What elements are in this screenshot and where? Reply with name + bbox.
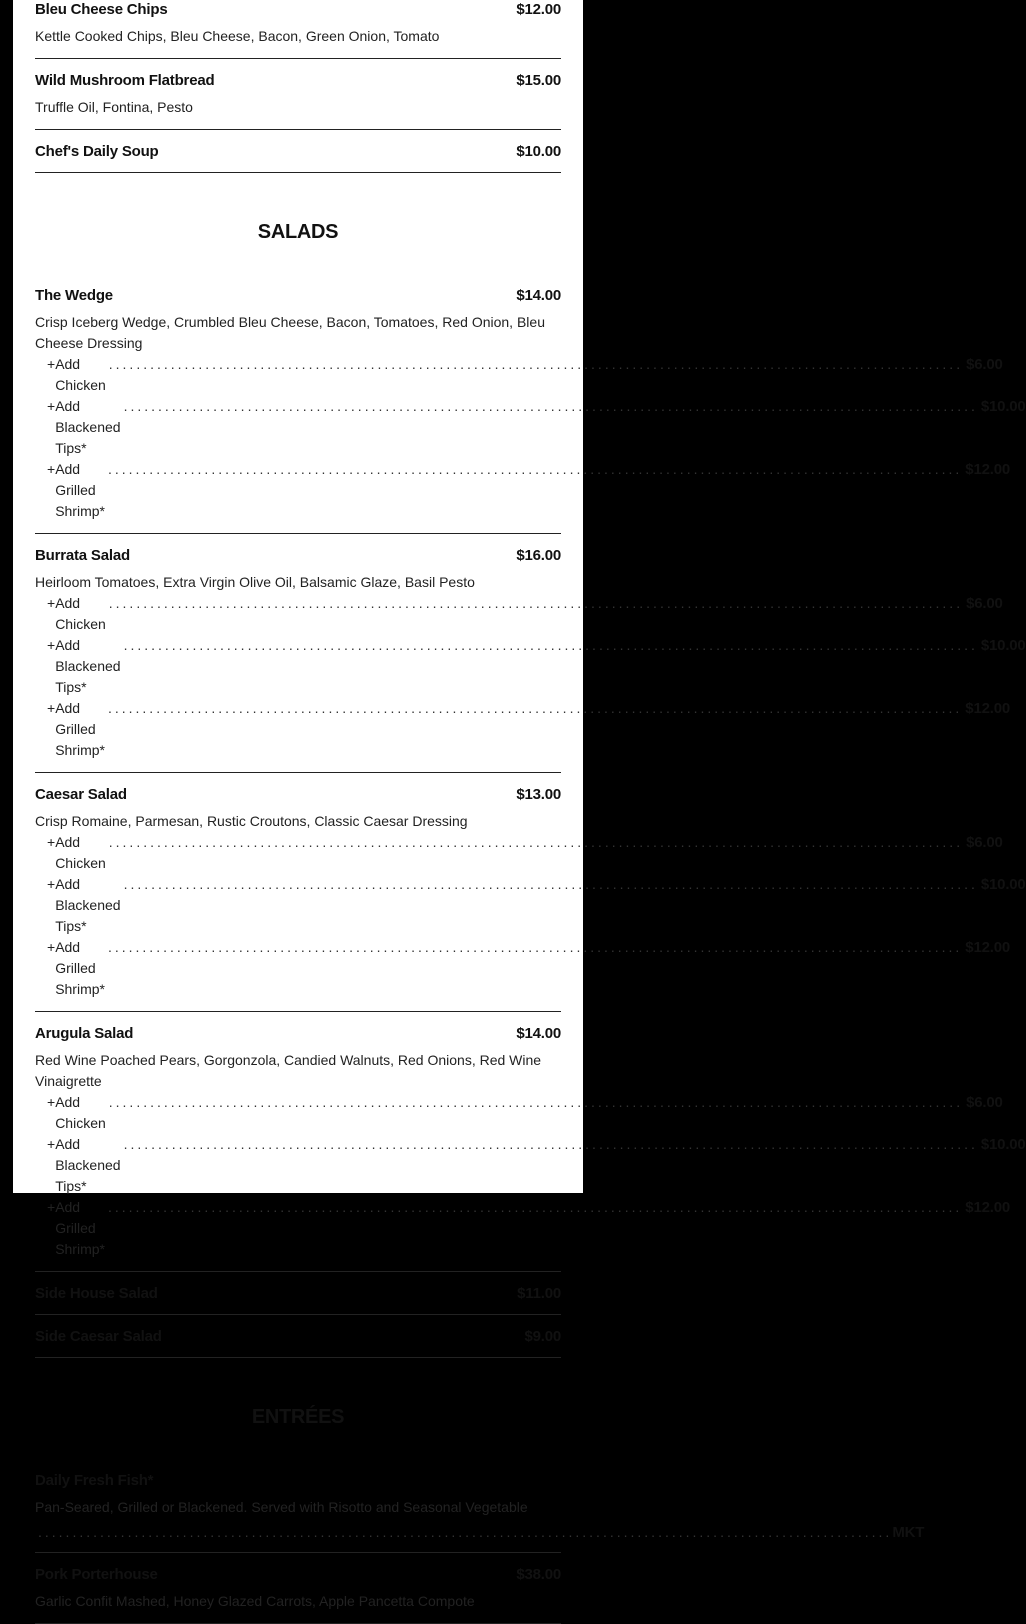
menu-item-the-wedge bbox=[35, 274, 1026, 534]
addon-price: $10.00 bbox=[980, 637, 1026, 654]
addon-item bbox=[35, 593, 1003, 635]
addon-price: $10.00 bbox=[980, 1136, 1026, 1153]
item-price: $38.00 bbox=[516, 1566, 561, 1583]
addon-label: Add Blackened Tips* bbox=[55, 398, 121, 456]
addon-label: Add Grilled Shrimp* bbox=[55, 700, 105, 758]
addon-label: Add Grilled Shrimp* bbox=[55, 939, 105, 997]
addon-price: $10.00 bbox=[980, 876, 1026, 893]
addon-price: $6.00 bbox=[966, 1094, 1003, 1111]
menu-page bbox=[13, 0, 1026, 1609]
addon-item bbox=[35, 832, 1003, 874]
plus-icon: + bbox=[47, 939, 56, 955]
section-title-entrees: ENTRÉES bbox=[251, 1406, 345, 1428]
dot-leader: ............................................................................................................................ bbox=[108, 356, 964, 372]
addon-item bbox=[35, 874, 1026, 937]
addon-label: Add Chicken bbox=[55, 1094, 106, 1131]
addon-price: $6.00 bbox=[966, 356, 1003, 373]
addon-price: $12.00 bbox=[965, 700, 1010, 717]
plus-icon: + bbox=[47, 1199, 56, 1215]
addon-list bbox=[35, 354, 1026, 522]
item-price: MKT bbox=[892, 1524, 925, 1541]
menu-item-burrata-salad bbox=[35, 534, 1026, 773]
menu-item-chefs-daily-soup bbox=[35, 130, 561, 173]
menu-item-arugula-salad bbox=[35, 1012, 1026, 1272]
addon-item bbox=[35, 396, 1026, 459]
item-price: $11.00 bbox=[517, 1285, 561, 1302]
addon-price: $6.00 bbox=[966, 834, 1003, 851]
addon-item bbox=[35, 937, 1010, 1000]
item-description: Pan-Seared, Grilled or Blackened. Served with Risotto and Seasonal Vegetable bbox=[35, 1499, 528, 1515]
item-description: Heirloom Tomatoes, Extra Virgin Olive Oil, Balsamic Glaze, Basil Pesto bbox=[35, 574, 475, 590]
dot-leader: ............................................................................................................................ bbox=[107, 1199, 963, 1215]
section-title-salads: SALADS bbox=[257, 221, 339, 243]
addon-label: Add Grilled Shrimp* bbox=[55, 461, 105, 519]
item-price: $14.00 bbox=[516, 287, 561, 304]
addon-label: Add Chicken bbox=[55, 356, 106, 393]
addon-list bbox=[35, 593, 1026, 761]
plus-icon: + bbox=[47, 398, 56, 414]
addon-price: $12.00 bbox=[965, 1199, 1010, 1216]
addon-label: Add Grilled Shrimp* bbox=[55, 1199, 105, 1257]
menu-item-wild-mushroom-flatbread bbox=[35, 59, 561, 130]
plus-icon: + bbox=[47, 876, 56, 892]
item-price: $9.00 bbox=[524, 1328, 561, 1345]
item-name: Wild Mushroom Flatbread bbox=[35, 72, 215, 89]
item-price: $16.00 bbox=[516, 547, 561, 564]
item-price: $14.00 bbox=[516, 1025, 561, 1042]
addon-item bbox=[35, 354, 1003, 396]
item-price: $15.00 bbox=[516, 72, 561, 89]
menu-item-bleu-cheese-chips bbox=[35, 0, 561, 59]
plus-icon: + bbox=[47, 834, 56, 850]
addon-price: $6.00 bbox=[966, 595, 1003, 612]
menu-item-daily-fresh-fish bbox=[35, 1459, 925, 1553]
plus-icon: + bbox=[47, 461, 56, 477]
addon-price: $12.00 bbox=[965, 939, 1010, 956]
item-description: Truffle Oil, Fontina, Pesto bbox=[35, 99, 193, 115]
dot-leader: ............................................................................................................................ bbox=[123, 1136, 978, 1152]
item-name: Chef's Daily Soup bbox=[35, 143, 159, 160]
item-description: Red Wine Poached Pears, Gorgonzola, Candied Walnuts, Red Onions, Red Wine Vinaigrette bbox=[35, 1052, 542, 1089]
item-name: Arugula Salad bbox=[35, 1025, 134, 1042]
addon-price: $12.00 bbox=[965, 461, 1010, 478]
addon-item bbox=[35, 1092, 1003, 1134]
addon-item bbox=[35, 459, 1010, 522]
addon-item bbox=[35, 698, 1010, 761]
item-description: Crisp Iceberg Wedge, Crumbled Bleu Cheese, Bacon, Tomatoes, Red Onion, Bleu Cheese Dressing bbox=[35, 314, 545, 351]
plus-icon: + bbox=[47, 1136, 56, 1152]
menu-content bbox=[35, 0, 1026, 1624]
item-name: Pork Porterhouse bbox=[35, 1566, 158, 1583]
dot-leader: ............................................................................................................................ bbox=[107, 461, 963, 477]
addon-item bbox=[35, 1134, 1026, 1197]
item-name: Side House Salad bbox=[35, 1285, 158, 1302]
addon-label: Add Chicken bbox=[55, 595, 106, 632]
item-name: Caesar Salad bbox=[35, 786, 127, 803]
addon-label: Add Blackened Tips* bbox=[55, 637, 121, 695]
plus-icon: + bbox=[47, 1094, 56, 1110]
dot-leader: ............................................................................................................................ bbox=[38, 1524, 893, 1540]
menu-item-side-caesar-salad bbox=[35, 1315, 561, 1358]
dot-leader: ............................................................................................................................ bbox=[123, 876, 978, 892]
item-price: $13.00 bbox=[516, 786, 561, 803]
plus-icon: + bbox=[47, 356, 56, 372]
menu-item-caesar-salad bbox=[35, 773, 1026, 1012]
item-price: $12.00 bbox=[516, 1, 561, 18]
plus-icon: + bbox=[47, 637, 56, 653]
item-name: Side Caesar Salad bbox=[35, 1328, 162, 1345]
item-name: The Wedge bbox=[35, 287, 113, 304]
market-price-row bbox=[35, 1524, 925, 1541]
plus-icon: + bbox=[47, 700, 56, 716]
addon-item bbox=[35, 1197, 1010, 1260]
addon-label: Add Blackened Tips* bbox=[55, 876, 121, 934]
dot-leader: ............................................................................................................................ bbox=[108, 1094, 964, 1110]
item-name: Bleu Cheese Chips bbox=[35, 1, 168, 18]
addon-label: Add Chicken bbox=[55, 834, 106, 871]
menu-item-pork-porterhouse bbox=[35, 1553, 561, 1624]
dot-leader: ............................................................................................................................ bbox=[107, 939, 963, 955]
menu-item-side-house-salad bbox=[35, 1272, 561, 1315]
item-description: Garlic Confit Mashed, Honey Glazed Carrots, Apple Pancetta Compote bbox=[35, 1593, 475, 1609]
dot-leader: ............................................................................................................................ bbox=[108, 595, 964, 611]
plus-icon: + bbox=[47, 595, 56, 611]
item-name: Burrata Salad bbox=[35, 547, 130, 564]
item-description: Kettle Cooked Chips, Bleu Cheese, Bacon, Green Onion, Tomato bbox=[35, 28, 440, 44]
item-description: Crisp Romaine, Parmesan, Rustic Croutons, Classic Caesar Dressing bbox=[35, 813, 468, 829]
dot-leader: ............................................................................................................................ bbox=[123, 637, 978, 653]
dot-leader: ............................................................................................................................ bbox=[107, 700, 963, 716]
addon-list bbox=[35, 832, 1026, 1000]
item-name: Daily Fresh Fish* bbox=[35, 1472, 154, 1489]
dot-leader: ............................................................................................................................ bbox=[108, 834, 964, 850]
addon-item bbox=[35, 635, 1026, 698]
item-price: $10.00 bbox=[516, 143, 561, 160]
dot-leader: ............................................................................................................................ bbox=[123, 398, 978, 414]
addon-price: $10.00 bbox=[980, 398, 1026, 415]
addon-label: Add Blackened Tips* bbox=[55, 1136, 121, 1194]
addon-list bbox=[35, 1092, 1026, 1260]
